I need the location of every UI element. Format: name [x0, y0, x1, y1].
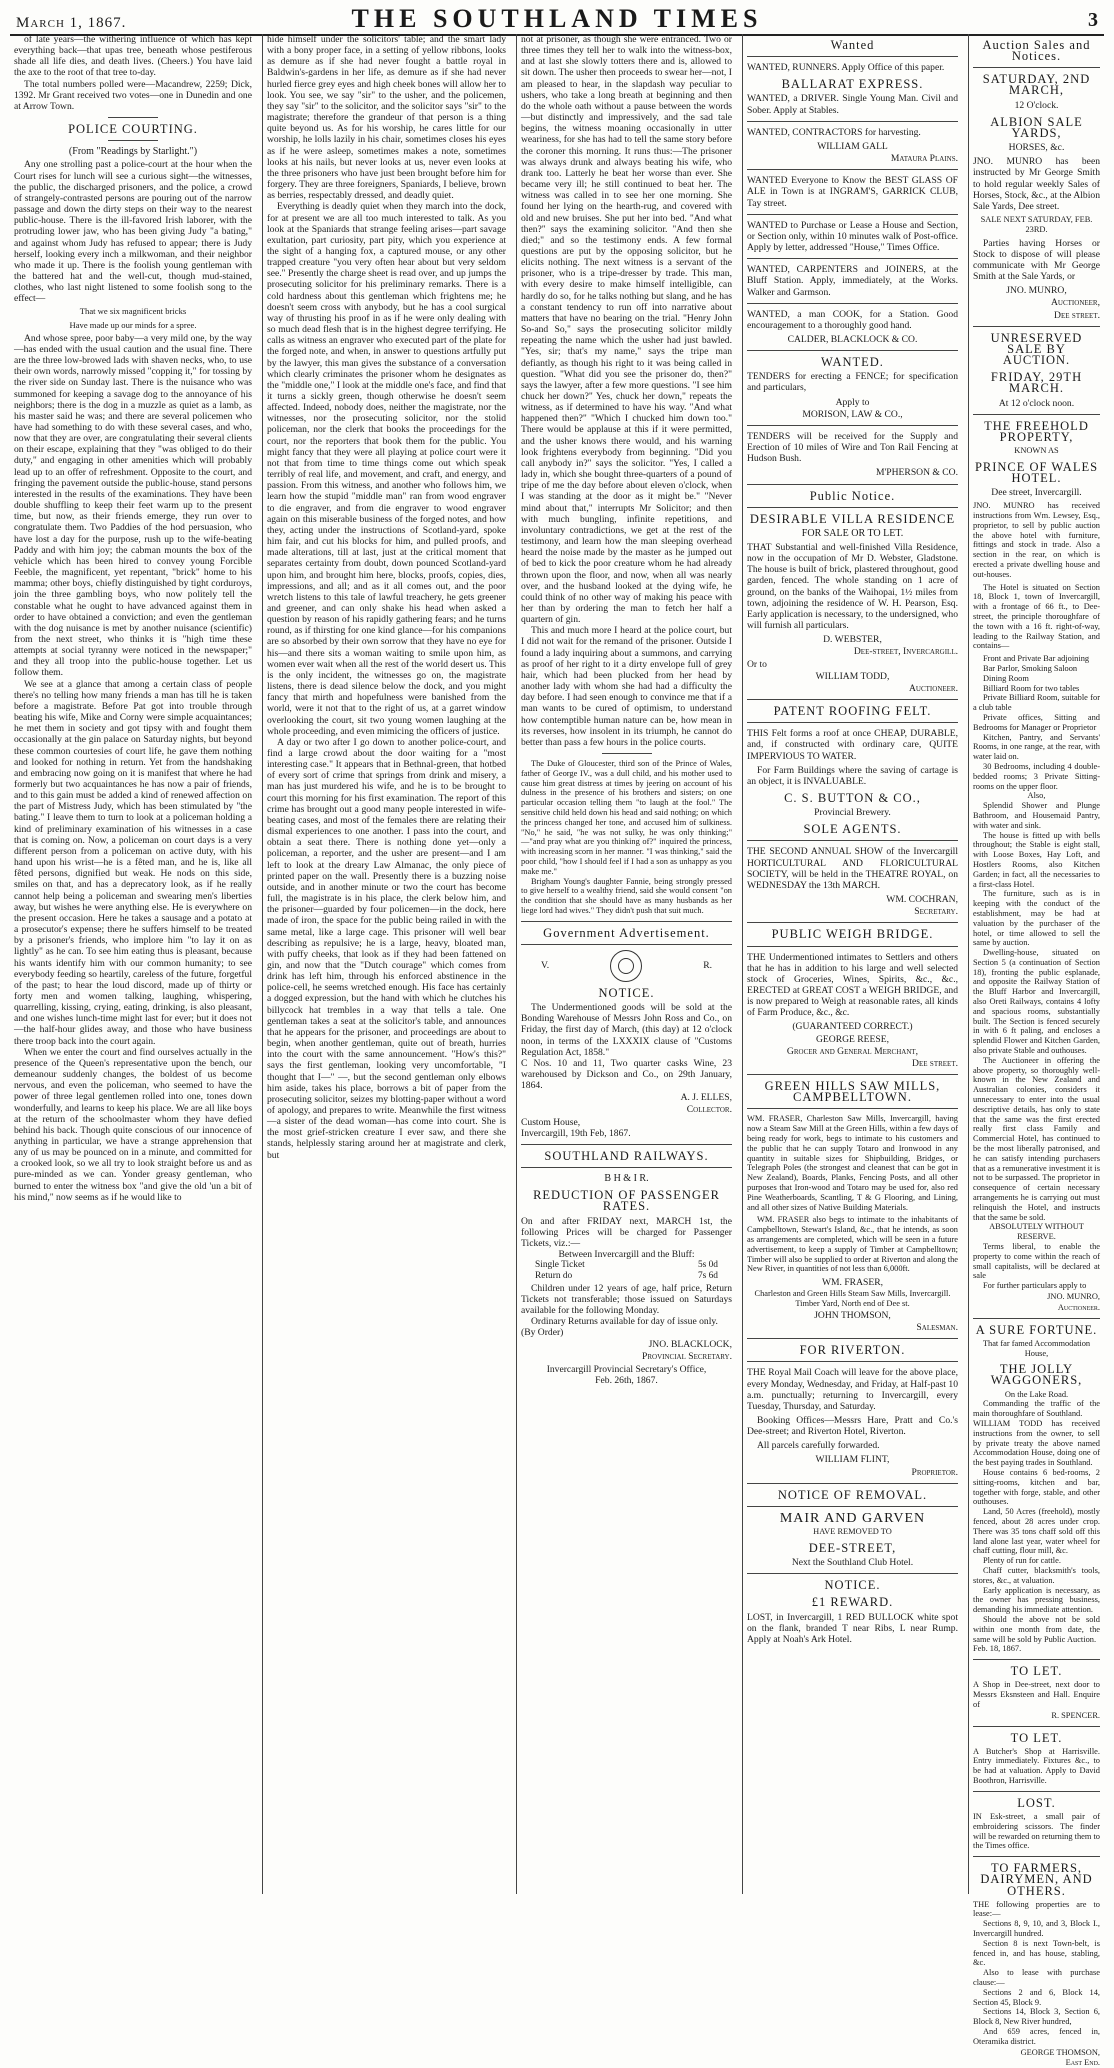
divider [973, 67, 1100, 68]
lost-ad: IN Esk-street, a small pair of embroidering scissors. The finder will be rewarded on returning them to the Times office. [973, 1812, 1100, 1851]
hotel-list-item: Private Billiard Room, suitable for a club table [973, 693, 1100, 713]
sale-time: At 12 o'clock noon. [998, 397, 1075, 409]
hotel-ad: Dwelling-house, situated on Section 5 (a continuation of Section 18), fronting the public esplanade, and opposite the Railway Station of the Bluff Harbor and Invercargill, also Oreti Railways, contains 4 lofty and spacious rooms, substantially built. The Section is fenced securely in with 6 ft paling, and encloses a splendid Flower and Kitchen Garden, also private Stable and outhouses. [973, 948, 1100, 1056]
removal-next: Next the Southland Club Hotel. [791, 1557, 914, 1569]
fare-price: 5s 0d [697, 1260, 718, 1271]
divider [108, 140, 158, 141]
ad-heading: FOR RIVERTON. [799, 1343, 906, 1358]
weighbridge-guarantee: (GUARANTEED CORRECT.) [792, 1021, 913, 1033]
farmers-ad: Also to lease with purchase clause:— [973, 1968, 1100, 1988]
divider [747, 946, 958, 947]
ad-heading: TO LET. [1010, 1664, 1063, 1679]
farmers-ad: THE following properties are to lease:— [973, 1899, 1100, 1919]
sawmills-ad: WM. FRASER also begs to intimate to the inhabitants of Campbelltown, Stewart's Island, &c., that he intends, as soon as arrangements are completed, which will be seen in a future advertisement, to keep a supply of Timber at Campbelltown; Timber will also be supplied to order at Riverton and along the New River, in quantities of not less than 6,000ft. [747, 1215, 958, 1274]
without-reserve: ABSOLUTELY WITHOUT RESERVE. [989, 1222, 1084, 1242]
fortune-date: Feb. 18, 1867. [973, 1644, 1022, 1654]
ad-heading: WANTED. [821, 355, 884, 370]
ad-heading: NOTICE OF REMOVAL. [777, 1487, 928, 1502]
divider [747, 722, 958, 723]
villa-or: Or to [747, 658, 767, 670]
divider [747, 350, 958, 351]
masthead [10, 6, 1104, 36]
hotel-list-item: Front and Private Bar adjoining [983, 654, 1090, 664]
wanted-ad: WANTED, CONTRACTORS for harvesting. [747, 126, 921, 138]
divider [747, 121, 958, 122]
wanted-ad: WANTED, a man COOK, for a Station. Good encouragement to a thoroughly good hand. [747, 308, 958, 331]
removal-street: DEE-STREET, [808, 1540, 897, 1555]
riverton-ad: THE Royal Mail Coach will leave for the above place, every Monday, Wednesday, and Friday, at Half-past 10 a.m. punctually; returning to Invercargill, every Tuesday, Thursday, and Saturday. [747, 1367, 958, 1412]
ad-heading: BALLARAT EXPRESS. [781, 77, 924, 92]
felt-signature-place: Provincial Brewery. [814, 807, 891, 819]
sawmills-yard: Timber Yard, North end of Dee st. [795, 1299, 910, 1309]
ad-heading: NOTICE. [824, 1578, 881, 1593]
fortune-ad: Should the above not be sold within one month from date, the same will be sold by Public Auction. [973, 1614, 1100, 1644]
article-paragraph: Everything is deadly quiet when they march into the dock, for at present we are all too much interested to talk. As you look at the Spaniards that strange feeling arises—part savage exultation, part curiosity, part pity, which you experience at the sight of a hanging fox, a captured mouse, or any other trapped creature "you very often hear about but very seldom see." Presently the charge sheet is read over, and up jumps the prosecuting solicitor for his preliminary remarks. There is a cold hardness about this gentleman which frightens me; he doesn't seem cross with anybody, but he has a cool surgical way of thrusting his proof in as if he were only dealing with so much dead flesh that is in the highest degree terrifying. He calls as witness an engraver who executed part of the plate for the forged note, and when, in answer to questions artfully put by the lawyer, this man gives the substance of a conversation which clearly criminates the prisoner whom he designates as the "middle one," I look at the middle one's face, and find that it turns a sickly green, though otherwise he doesn't seem affected. Indeed, nobody does, neither the magistrate, nor the witnesses, nor the prosecuting solicitor, nor the stolid policeman, nor the clerk that books the proceedings for the court, nor the reporters that book them for the public. You might fancy that they were all playing at police court were it not that from time to time things come out which speak terribly of real life, and movement, and craft, and energy, and passion. From this witness, and another who follows him, we learn how the stupid "middle man" ran from wood engraver to die engraver, and from die engraver to wood engraver again on this miserable business of the forged notes, and how they, acting under the instructions of Scotland-yard, spoke him fair, and cut his blocks for him, and pulled proofs, and made alterations, till at last, just at the critical moment that separates certainty from doubt, down pounced Scotland-yard upon him, and brought him here, blocks, proofs, copies, dies, impressions, and all; and as it all comes out, and the poor wretch listens to this tale of lawful treachery, he gets greener and greener, and can only shake his head when asked a question by reason of his rapidly gathering fears; and he turns round, as if thirsting for one kind glance—for his companions are so absorbed by their own sorrow that they have no eye for his—and there sits a woman waiting to smile upon him, as women ever wait when all the rest of the world desert us. This is the only incident, the witnesses go on, the magistrate listens, there is dead silence below the dock, and you might fancy that mirth and hopefulness were banished from the world, were it not that to the right of us, at a garret window overlooking the court, sit two young women laughing at the whole proceeding, and even mimicing the officers of justice. [267, 201, 506, 737]
columns [10, 34, 1104, 2068]
article-heading: POLICE COURTING. [68, 122, 198, 137]
house-place: On the Lake Road. [1004, 1389, 1069, 1399]
ad-heading: A SURE FORTUNE. [975, 1322, 1098, 1337]
signature: WILLIAM TODD, [815, 670, 890, 682]
signature: WILLIAM FLINT, [815, 1454, 890, 1466]
felt-ad: THIS Felt forms a roof at once CHEAP, DURABLE, and, if constructed with ordinary care, QUITE IMPERVIOUS TO WATER. [747, 728, 958, 762]
hotel-ad: Terms liberal, to enable the property to come within the reach of small capitalists, will be declared at sale [973, 1242, 1100, 1281]
hotel-list-item: Dining Room [983, 673, 1029, 683]
divider [747, 1108, 958, 1109]
signature-role: Salesman. [916, 1322, 958, 1334]
reward-heading: £1 REWARD. [811, 1595, 894, 1610]
divider [747, 214, 958, 215]
signature: JNO. MUNRO, [1006, 285, 1067, 297]
sale-venue: ALBION SALE YARDS, [990, 114, 1083, 140]
article-paragraph: We see at a glance that among a certain class of people there's no telling how many friends a man has till he is taken before a magistrate. Before Pat got into trouble through beating his wife, Mike and Corny were simple acquaintances; he met them in society and got tipsy with and fought them occasionally at the gin palace on Saturday nights, but beyond these common courtesies of court life, he gave them nothing and looked for nothing in return. Yet from the handshaking and embracing now going on it is manifest that where he had formerly but two acquaintances he has now a pair of friends, and to this gain must be added a kind of renewed affection on the part of Mistress Judy, which has been stimulated by "the bating." I leave them to turn to look at a policeman holding a kind of preliminary examination of his witnesses in a case that is coming on. Now, a policeman on court days is a very different person from a policeman on active duty, with his hand upon his wrist—he is a fêted man, and he is, like all fêted persons, dignified but weak. He nods on this side, smiles on that, and has a deprecatory look, as if he really cannot help being a policeman and swearing men's liberties away, but wishes he were anything else. He is everywhere on the present occasion. Here he takes a sausage and a potato at a prosecutor's expense; there he suffers himself to be treated by a prisoner's friends, who implore him "to lay it on as lightly" as he can. To see him eating thus is pleasant, because his wants identify him with our common humanity; to see everybody feeding so heartily, careless of the future, forgetful of the past; to hear the loud discord, made up of thirty or forty men and women talking, laughing, whispering, quarrelling, kissing, crying, eating, drinking, is also pleasant, and one wishes lunch-time might last for ever; but it does not—the half-hour glides away, and those who have business there troop back into the court again. [14, 678, 252, 1047]
farmers-ad: Sections 2 and 6, Block 14, Section 45, Block 9. [973, 1987, 1100, 2007]
divider [973, 326, 1100, 327]
railways-body: On and after FRIDAY next, MARCH 1st, the following Prices will be charged for Passenger Tickets, viz.:— [521, 1215, 732, 1249]
divider [973, 1856, 1100, 1857]
signature: M'PHERSON & CO. [876, 467, 958, 479]
crest-letter-v: V. [541, 960, 550, 972]
article-source: (From "Readings by Starlight.") [68, 146, 198, 158]
divider [973, 1659, 1100, 1660]
hotel-list-item: Kitchen, Pantry, and Servants' Rooms, in one range, at the rear, with water laid on. [973, 732, 1100, 762]
hotel-ad: Splendid Shower and Plunge Bathroom, and Housemaid Pantry, with water and sink. [973, 801, 1100, 830]
sale-sub: HORSES, &c. [1008, 142, 1065, 154]
railways-sub: B H & I R. [604, 1173, 649, 1185]
column-4 [742, 34, 962, 1894]
fortune-ad: Land, 50 Acres (freehold), mostly fenced, about 28 acres under crop. There was 35 tons chaff sold off this land alone last year, water wheel for chaff cutting, flour mill, &c. [973, 1507, 1100, 1556]
newspaper-title: THE SOUTHLAND TIMES [351, 4, 763, 33]
anecdote-paragraph: Brigham Young's daughter Fannie, being strongly pressed to give herself to a wealthy friend, said she would consent "on the condition that she should have as many husbands as her liege lord had wives." They didn't push that suit much. [521, 876, 732, 915]
apply-to: Apply to [835, 396, 870, 408]
weighbridge-ad: THE Undermentioned intimates to Settlers and others that he has in addition to his large and well selected stock of Groceries, Wines, Spirits, &c., &c., ERECTED at GREAT COST a WEIGH BRIDGE, and is now prepared to Weigh at reasonable rates, all kinds of Farm Produce, &c., &c. [747, 951, 958, 1019]
divider [747, 425, 958, 426]
railways-date: Feb. 26th, 1867. [595, 1374, 658, 1386]
signature: JOHN THOMSON, [814, 1309, 891, 1321]
auction-ad: JNO. MUNRO has been instructed by Mr George Smith to hold regular weekly Sales of Horses, Stock, &c., at the Albion Sale Yards, Dee street. [973, 156, 1100, 212]
royal-crest [541, 950, 712, 982]
signature-role: Grocer and General Merchant, [786, 1045, 919, 1057]
signature: WILLIAM GALL [817, 140, 888, 152]
verse-line: Have made up our minds for a spree. [69, 319, 197, 330]
signature-role: Collector. [686, 1104, 732, 1116]
signature-role: Secretary. [914, 906, 958, 918]
notice-title: NOTICE. [598, 985, 655, 1000]
signature-role: Auctioneer. [909, 682, 958, 694]
railways-heading: SOUTHLAND RAILWAYS. [544, 1148, 709, 1163]
railways-between: Between Invercargill and the Bluff: [558, 1249, 695, 1261]
divider [747, 303, 958, 304]
felt-signature: C. S. BUTTON & CO., [784, 790, 921, 805]
hotel-list-item: Bar Parlor, Smoking Saloon [983, 663, 1078, 673]
signature-place: Dee-street, Invercargill. [853, 646, 958, 658]
section-heading: Government Advertisement. [543, 925, 710, 940]
divider [521, 1167, 732, 1168]
tolet-ad: A Butcher's Shop at Harrisville. Entry immediately. Fixtures &c., to be had at valuation. Apply to David Boothron, Harrisville. [973, 1746, 1100, 1786]
railways-order: (By Order) [521, 1327, 564, 1339]
divider [108, 117, 158, 118]
sale-date: SATURDAY, 2ND MARCH, [982, 72, 1091, 98]
article-paragraph: not at prisoner, as though she were entranced. Two or three times they tell her to walk into the witness-box, and at last she slowly totters there and is, allowed to sit down. The usher then proceeds to swear her—not, I am pleased to hear, in the slapdash way peculiar to ushers, who take a long breath at beginning and then do the whole oath without a pause between the words—but distinctly and impressively, and the sad tale begins, the witness moaning occasionally in utter weariness, for she has had to tell the same story before the coroner this morning. It runs thus:—The prisoner was always drunk and always beating his wife, who drank too. Latterly he beat her worse than ever. She became very ill; he still continued to beat her. The witness was called in to see her one morning. She found her lying on the hearth-rug, and covered with old and new bruises. She put her into bed. "And what then?" says the examining solicitor. "And then she died;" and so the testimony ends. A few formal questions are put by the opposing solicitor, but he elicits nothing. The next witness is a servant of the prisoner, who is a tripe-dresser by trade. This man, with every desire to make himself intelligible, can hardly do so, for he talks nothing but slang, and he has a constant tendency to run off into narrative about matters that have no bearing on the trial. "Henry John So-and So," says the prosecuting solicitor mildly repeating the name which the usher had just bawled. "Yes, sir; that's my name," says the tripe man defiantly, as though his right to it was being called in question. "What did you see the prisoner do, then?" says the lawyer, after a few more questions. "I see him chuck her down?" Yes, chuck her down," repeats the witness, as if determined to have his way. "And what happened then?" "Which I chucked him down too." There would be applause at this if it were permitted, and the usher knows there would, and his warning look frightens everybody from beginning. "Did you call anybody in?" says the solicitor. "Yes, I called a lady in, which she bought three-quarters of a pound of tripe of me the day before about eleven o'clock, when I was standing at the door as it might be." "Never mind about that," interrupts Mr Solicitor; and then with much bungling, infinite repetitions, and involuntary contradictions, we get at the rest of the testimony, and learn how the man sleeping overhead heard the noise made by the master as he jumped out of bed to kick the poor creature whom he had already thrown upon the floor, and now, when all was nearly over, and the husband looked at the dying wife, he could think of no other way of making his peace with her than by ordering the man to fetch her half a quartern of gin. [521, 34, 732, 626]
divider [747, 840, 958, 841]
signature: GEORGE THOMSON, [1020, 2047, 1100, 2057]
article-paragraph: This and much more I heard at the police court, but I did not wait for the remand of the prisoner. Outside I found a lady inquiring about a summons, and carrying as proof of her right to it a dirty envelope full of grey hair, which had been plucked from her head by another lady with whom she had had a difficulty the day before. I had seen enough to convince me that if a man wants to be cured of optimism, to understand how contemptible human nature can be, how mean in its reverses, how insolent in its triumph, he cannot do better than pass a few hours in the police courts. [521, 625, 732, 748]
wanted-ad: WANTED Everyone to Know the BEST GLASS OF ALE in Town is at INGRAM'S, GARRICK CLUB, Tay street. [747, 175, 958, 209]
horticultural-ad: THE SECOND ANNUAL SHOW of the Invercargill HORTICULTURAL AND FLORICULTURAL SOCIETY, will be held in the THEATRE ROYAL, on WEDNESDAY the 13th MARCH. [747, 846, 958, 891]
article-paragraph: of late years—the withering influence of which has kept everything back—that upas tree, beneath whose pestiferous shade all life dies, and death lives. (Cheers.) You have laid the axe to the root of that tree to-day. [14, 34, 252, 79]
signature: WM. COCHRAN, [886, 894, 958, 906]
hotel-list-item: 30 Bedrooms, including 4 double-bedded rooms; 3 Private Sitting-rooms on the upper floor. [973, 761, 1100, 791]
hotel-ad: The house is fitted up with bells throughout; the Stable is eight stall, with Loose Boxes, Hay Loft, and Hostlers Rooms, also Kitchen Garden; in fact, all the necessaries to a first-class Hotel. [973, 830, 1100, 889]
railways-ordinary: Ordinary Returns available for day of issue only. [531, 1315, 718, 1327]
section-heading: Public Notice. [809, 488, 896, 503]
sale-time: 12 O'clock. [1014, 99, 1059, 111]
wanted-ad: WANTED, a DRIVER. Single Young Man. Civil and Sober. Apply at Stables. [747, 93, 958, 116]
divider [521, 944, 732, 945]
fare-row [521, 1271, 732, 1282]
riverton-ad: Booking Offices—Messrs Hare, Pratt and Co.'s Dee-street; and Riverton Hotel, Riverton. [747, 1415, 958, 1438]
divider [973, 414, 1100, 415]
farmers-ad: And 659 acres, fenced in, Oteramika district. [973, 2027, 1100, 2046]
farmers-ad: Sections 14, Block 3, Section 6, Block 8, New River hundred, [973, 2007, 1100, 2027]
ad-heading: PATENT ROOFING FELT. [773, 704, 932, 719]
villa-ad: THAT Substantial and well-finished Villa Residence, now in the occupation of Mr D. Webster, Gladstone. The house is built of brick, plastered throughout, good garden, fenced. The whole standing on 1 acre of ground, on the banks of the Waihopai, 1½ miles from town, adjoining the residence of W. H. Pearson, Esq. Early application is necessary, to the undersigned, who will furnish all particulars. [747, 542, 958, 632]
signature-role: Auctioneer. [1057, 1302, 1100, 1312]
divider [747, 1573, 958, 1574]
fare-label: Return do [535, 1271, 573, 1282]
fare-price: 7s 6d [697, 1271, 718, 1282]
divider [747, 1361, 958, 1362]
divider [973, 1791, 1100, 1792]
hotel-ad: The Auctioneer in offering the above property, so thoroughly well-known in the New Zealand and Australian colonies, considers it unnecessary to enter into the usual descriptive details, has only to state that the same was the first erected really first class Family and Commercial Hotel, has continued to be the most liberally patronised, and he can satisfy intending purchasers that as a remunerative investment it is not to be surpassed. The proprietor in consequence of certain necessary arrangements he is carrying out must relinquish the Hotel, and instructs that the same be sold. [973, 1055, 1100, 1222]
article-paragraph: The total numbers polled were—Macandrew, 2259; Dick, 1392. Mr Grant received two votes—one in Dunedin and one at Arrow Town. [14, 78, 252, 112]
divider [747, 169, 958, 170]
notice-goods: C Nos. 10 and 11, Two quarter casks Wine, 23 warehoused by Dickson and Co., on 29th January, 1864. [521, 1057, 732, 1092]
signature: WM. FRASER, [821, 1277, 884, 1289]
signature: CALDER, BLACKLOCK & CO. [787, 333, 918, 345]
auction-next: SALE NEXT SATURDAY, FEB. 23RD. [980, 215, 1093, 234]
divider [521, 921, 732, 922]
verse-line: That we six magnificent bricks [79, 306, 187, 317]
tolet-ad: A Shop in Dee-street, next door to Messrs Eksnsteen and Hall. Enquire of [973, 1680, 1100, 1709]
signature: R. SPENCER. [1051, 1710, 1100, 1720]
hotel-ad: For further particulars apply to [983, 1281, 1087, 1291]
page-number: 3 [1088, 9, 1098, 31]
ad-subheading: FOR SALE OR TO LET. [801, 527, 904, 539]
divider [973, 1318, 1100, 1319]
riverton-ad: All parcels carefully forwarded. [757, 1440, 880, 1452]
hotel-also: Also, [1027, 791, 1046, 801]
fortune-ad: Commanding the traffic of the main thoroughfare of Southland. [973, 1399, 1100, 1419]
ad-heading: THE FREEHOLD PROPERTY, [984, 418, 1089, 444]
railways-office: Invercargill Provincial Secretary's Office, [546, 1363, 707, 1375]
removal-have: HAVE REMOVED TO [813, 1527, 892, 1537]
signature: MORISON, LAW & CO., [802, 408, 903, 420]
tender-ad: TENDERS for erecting a FENCE; for specification and particulars, [747, 371, 958, 394]
signature-role: Proprietor. [911, 1466, 958, 1478]
wanted-ad: WANTED, RUNNERS. Apply Office of this paper. [747, 62, 945, 74]
hotel-list-item: Private offices, Sitting and Bedrooms for Manager or Proprietor [973, 712, 1100, 732]
signature-place: Dee street. [912, 1057, 958, 1069]
crown-crest-icon [610, 950, 642, 982]
signature-place: East End. [1065, 2058, 1100, 2068]
ad-heading: UNRESERVED SALE BY AUCTION. [990, 330, 1083, 368]
ad-heading: TO LET. [1010, 1730, 1063, 1745]
farmers-ad: Sections 8, 9, 10, and 3, Block I., Invercargill hundred. [973, 1919, 1100, 1939]
fare-row [521, 1260, 732, 1271]
article-paragraph: And whose spree, poor baby—a very mild one, by the way—has ended with the usual caution and the usual fine. There are the three low-browed lads with shaven necks, who, to use their own words, narrowly missed "copping it," for tossing by the river side on Sunday last. There is the nuisance who was summoned for keeping a savage dog to the annoyance of his neighbors; there is the dog in a muzzle as quiet as a lamb, as his master said he was; and there are several policemen who have had something to do with these several cases, and who, now that they are over, are congratulating their several clients on their escape, explaining that they "was obliged to do their duty," and engaging in other amenities which will probably lead up to an offer of refreshment. Opposite to the court, and fringing the pavement outside the public-house, stand persons interested in the results of the examinations. They have been double shuffling to keep their feet warm up to the present time, but now, as their friends emerge, they run over to congratulate them. Two Paddies of the hod persuasion, who have lost a day for the purpose, rush up to the wife-beating Paddy and with him joy; the cabman mounts the box of the vehicle which has been hired to convey young Forcible Feeble, the magnificent, yet repentant, "brick" home to his mamma; other boys, chiefly distinguished by tight corduroys, join the three gambling boys, who now politely tell the constable what he ought to have advanced against them in order to have obtained a conviction; and even the gentleman with the dog nuisance is met by another nuisance (scientific) from the next street, who thinks it is "high time these attempts at social tyranny were noticed in the newspaper;" and they all troop into the public-house together. Let us follow them. [14, 332, 252, 679]
divider [747, 1483, 958, 1484]
column-5 [968, 34, 1104, 2068]
signature: JNO. BLACKLOCK, [648, 1339, 732, 1351]
sawmills-ad: WM. FRASER, Charleston Saw Mills, Invercargill, having now a Steam Saw Mill at the Green Hills, within a few days of being ready for work, begs to intimate to his customers and the public that he can supply Totaro and Ironwood in any quantity in suitable sizes for Shipbuilding, Bridges, or Telegraph Poles (the strongest and cleanest that can be got in New Zealand), Boards, Planks, Fencing Posts, and all other purposes that Iron-wood and Totaro may be used for, also red Pine Weatherboards, Scantling, T & G Flooring, and Lining, and all other sizes of Native Building Materials. [747, 1114, 958, 1212]
divider [747, 484, 958, 485]
tender-ad: TENDERS will be received for the Supply and Erection of 10 miles of Wire and Ton Rail Fencing at Hudson Bush. [747, 430, 958, 465]
railways-title: REDUCTION OF PASSENGER RATES. [533, 1188, 720, 1214]
house-name: THE JOLLY WAGGONERS, [990, 1362, 1083, 1388]
sale-date: FRIDAY, 29TH MARCH. [990, 370, 1083, 396]
hotel-list-item: Billiard Room for two tables [983, 683, 1080, 693]
hotel-place: Dee street, Invercargill. [991, 487, 1082, 499]
divider [747, 1074, 958, 1075]
ad-heading: PUBLIC WEIGH BRIDGE. [771, 927, 934, 942]
felt-ad: For Farm Buildings where the saving of cartage is an object, it is INVALUABLE. [747, 764, 958, 787]
ad-heading: TO FARMERS, DAIRYMEN, AND OTHERS. [980, 1861, 1093, 1898]
signature: A. J. ELLES, [680, 1092, 732, 1104]
known-as: KNOWN AS [1014, 445, 1059, 455]
fare-label: Single Ticket [535, 1260, 585, 1271]
divider [747, 56, 958, 57]
article-paragraph: A day or two after I go down to another police-court, and find a large crowd about the door waiting for a "most interesting case." It appears that in Bethnal-green, that hotbed of every sort of crime that springs from drink and misery, a man has just murdered his wife, and he is to be brought to court this morning for his first examination. The report of this crime has brought out a good many people interested in wife-beating cases, and most of the females there are relating their dismal experiences to one another. I pass into the court, and obtain a seat there. There is nothing done yet—only a policeman, a reporter, and the usher are present—and I am left to look at the dreary Law Almanac, the only piece of printed paper on the wall. Presently there is a buzzing noise outside, and in another minute or two the court has become full, the magistrate is in his place, the clerk below him, and the prisoner—guarded by four policemen—in the dock, here made of iron, the space for the public being railed in with the same metal, like a large cage. This prisoner will well bear describing as repulsive; he is a large, heavy, bloated man, with puffy cheeks, that look as if they had been fattened on gin, and now that the "Dutch courage" which comes from drink has left him, through his enforced abstinence in the police-cell, he seems wretched enough. His face has certainly a dogged expression, but the hand with which he clutches his billycock hat trembles in a way that tells a tale. One gentleman takes a seat at the solicitor's table, and announces that he appears for the prisoner, and proceedings are about to begin, when another gentleman, quite out of breath, hurries into the court with the same announcement. "How's this?" says the first gentleman, looking very uncomfortable, "I thought that I—" —, but the second gentleman only elbows him aside, takes his place, borrows a bit of paper from the prosecuting solicitor, seizes my blotting-paper without a word of apology, and prepares to write. Meanwhile the first witness—a sister of the dead woman—has come into court. She is the most grief-stricken creature I ever saw, and there she stands, helplessly staring around her at magistrate and clerk, but [267, 736, 506, 1161]
wanted-ad: WANTED to Purchase or Lease a House and Section, or Section only, within 10 minutes walk of Post-office. Apply by letter, addressed "House," Times Office. [747, 219, 958, 254]
fortune-ad: Chaff cutter, blacksmith's tools, stores, &c., at valuation. [973, 1565, 1100, 1585]
felt-agents: SOLE AGENTS. [803, 822, 902, 837]
wanted-ad: WANTED, CARPENTERS and JOINERS, at the Bluff Station. Apply, immediately, at the Works. Walker and Garmson. [747, 264, 958, 298]
fortune-ad: Plenty of run for cattle. [983, 1556, 1061, 1566]
column-3 [516, 34, 736, 1894]
notice-date: Invercargill, 19th Feb, 1867. [521, 1127, 631, 1139]
ad-heading: DESIRABLE VILLA RESIDENCE [749, 511, 956, 526]
ad-heading: GREEN HILLS SAW MILLS, CAMPBELLTOWN. [764, 1079, 941, 1105]
section-heading: Auction Sales and Notices. [982, 38, 1091, 64]
hotel-ad: The furniture, such as is in keeping with the conduct of the establishment, may be had at valuation by the purchaser of the hotel, or time allowed to sell the same by auction. [973, 889, 1100, 948]
anecdote-paragraph: The Duke of Gloucester, third son of the Prince of Wales, father of George IV., was a dull child, and his mother used to cause him great distress at times by jeering on account of his dulness in the presence of his brothers and sisters; on one particular occasion telling them "to laugh at the fool." The sensitive child held down his head and said nothing; on which the princess changed her tone, and accused him of sulkiness. "No," he said, "he was not sulky, he was only thinking;" —"and pray what are you thinking of?" inquired the princess, with increasing scorn in her manner. "I was thinking," said the poor child, "how I should feel if I had a son as unhappy as you make me." [521, 759, 732, 876]
crest-letter-r: R. [703, 960, 712, 972]
notice-body: The Undermentioned goods will be sold at the Bonding Warehouse of Messrs John Ross and Co., on Friday, the first day of March, (this day) at 12 o'clock noon, in terms of the LXXXIX clause of "Customs Regulation Act, 1858." [521, 1002, 732, 1058]
divider [747, 507, 958, 508]
article-paragraph: hide himself under the solicitors' table; and the smart lady with a bony proper face, in a setting of yellow ribbons, looks as demure as if she had never fought a battle royal in Baldwin's-gardens in her life, as demure as if she had never hurled fierce grey eyes and high cheek bones will allow her to look. You see, we say "sir" to the usher, and the policemen, they say "sir" to the solicitor, and the solicitor says "sir" to the magistrate; therefore the grandeur of that person is a thing quite beyond us. As for his worship, he cares little for our worship, he lolls lazily in his chair, sometimes closes his eyes as if he were asleep, sometimes makes a note, sometimes looks at his nails, but never looks at us, never even looks at the three prisoners who have just been brought before him for forgery. They are three foreigners, Spaniards, I believe, brown as berries, respectably dressed, and deadly quiet. [267, 34, 506, 202]
notice-place: Custom House, [521, 1116, 581, 1128]
column-2 [262, 34, 510, 1894]
signature: GEORGE REESE, [815, 1033, 890, 1045]
signature-role: Provincial Secretary. [642, 1351, 732, 1363]
hotel-ad: JNO. MUNRO has received instructions from Wm. Lewsey, Esq., proprietor, to sell by public auction the above hotel with furniture, fittings and stock in trade. Also a section in the rear, on which is erected a private dwelling house and out-houses. [973, 501, 1100, 579]
signature: D. WEBSTER, [823, 634, 882, 646]
article-paragraph: When we enter the court and find ourselves actually in the presence of the Queen's representative upon the bench, our demeanour suddenly changes, the boldest of us become nervous, and even the policeman, who seemed to have the power of three legal gentlemen rolled into one, tones down wonderfully, and learns to keep his place. We are all like boys at the return of the schoolmaster whom they have defied behind his back. Though quite conscious of our innocence of anything in particular, we have a strange apprehension that any of us may be pounced on in a minute, and committed for a crooked look, so we all try to look straight before us and as pure-minded as we can. Yonder greasy gentleman, who burned to enter the witness box "and give the old 'un a bit of his mind," now seems as if he would like to [14, 1046, 252, 1203]
ad-heading: LOST. [1017, 1795, 1056, 1810]
divider [747, 258, 958, 259]
divider [747, 699, 958, 700]
fortune-ad: WILLIAM TODD has received instructions from the owner, to sell by private treaty the above named Accommodation House, doing one of the best paying trades in Southland. [973, 1419, 1100, 1468]
farmers-ad: Section 8 is next Town-belt, is fenced in, and has house, stabling, &c. [973, 1938, 1100, 1968]
fortune-body: That far famed Accommodation House, [982, 1338, 1091, 1358]
divider [602, 753, 652, 754]
signature-place: Dee street. [1054, 309, 1100, 321]
auction-ad: Parties having Horses or Stock to dispose of will please communicate with Mr George Smith at the Sale Yards, or [973, 237, 1100, 283]
railways-children: Children under 12 years of age, half price, Return Tickets not transferable; those issued on Saturdays available for the following Monday. [521, 1282, 732, 1316]
article-paragraph: Any one strolling past a police-court at the hour when the Court rises for lunch will see a curious sight—the witnesses, the public, the discharged prisoners, and the police, a crowd of strangely-contrasted persons are pouring out of the narrow passage and down the dirty steps on their way to the nearest public-house. There is the ill-favored Irish laborer, with the protruding lower jaw, who has been giving Judy "a bating," and against whom Judy has refused to appear; there is Judy herself, looking every inch a milkwoman, and their neighbor who made it up. There is the foolish young gentleman with the battered hat and the well-cut, though mud-stained, clothes, who last night listened to some foolish song to the effect— [14, 159, 252, 305]
divider [521, 1144, 732, 1145]
hotel-ad: The Hotel is situated on Section 18, Block 1, town of Invercargill, with a frontage of 66 ft., to Dee-street, the principle thoroughfare of the town with a 16 ft. right-of-way, leading to the Railway Station, and contains— [973, 582, 1100, 651]
fortune-ad: Early application is necessary, as the owner has pressing business, demanding his immediate attention. [973, 1585, 1100, 1615]
reward-ad: LOST, in Invercargill, 1 RED BULLOCK white spot on the flank, branded T near Ribs, L near Rump. Apply at Noah's Ark Hotel. [747, 1611, 958, 1645]
divider [747, 922, 958, 923]
signature-place: Mataura Plains. [890, 153, 958, 165]
divider [747, 1506, 958, 1507]
wanted-heading: Wanted [830, 38, 875, 52]
hotel-name: PRINCE OF WALES HOTEL. [974, 459, 1099, 485]
fortune-ad: House contains 6 bed-rooms, 2 sitting-rooms, kitchen and bar, together with forge, stable, and other outhouses. [973, 1468, 1100, 1507]
removal-names: MAIR AND GARVEN [779, 1510, 926, 1526]
signature-role: Charleston and Green Hills Steam Saw Mills, Invercargill. [754, 1289, 951, 1299]
divider [973, 1726, 1100, 1727]
column-1 [10, 34, 256, 1894]
issue-date: March 1, 1867. [16, 15, 127, 31]
divider [747, 1338, 958, 1339]
signature-role: Auctioneer, [1051, 297, 1100, 309]
signature: JNO. MUNRO, [1047, 1291, 1100, 1301]
